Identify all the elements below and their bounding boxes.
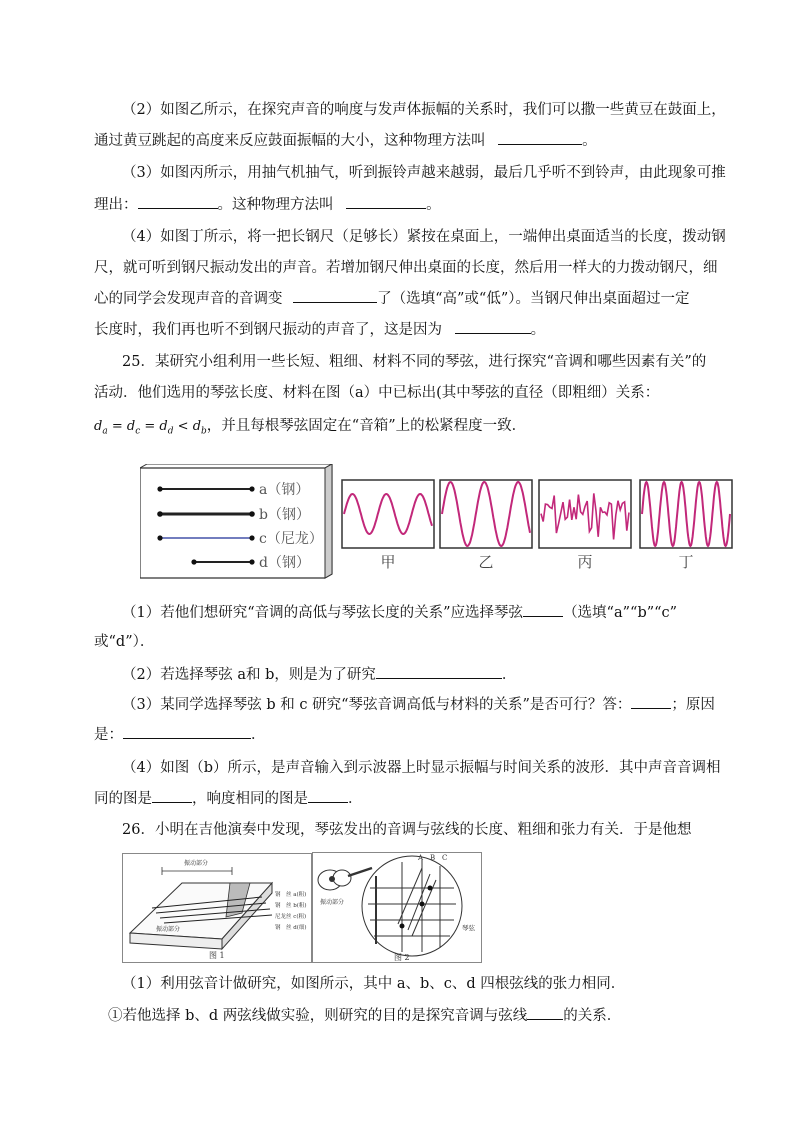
q24-part4-reason-text: 长度时，我们再也听不到钢尺振动的声音了，这是因为 bbox=[94, 322, 442, 338]
figure-2-caption: 图 2 bbox=[394, 953, 410, 962]
period: 。 bbox=[426, 197, 441, 213]
q24-part3-prefix: 理出： bbox=[94, 197, 138, 213]
string-d-label: d（钢） bbox=[259, 555, 310, 571]
answer-blank-inference[interactable] bbox=[138, 194, 218, 209]
fig1-string-d: 钢 丝 d(细) bbox=[275, 925, 307, 931]
q24-part2-text: 通过黄豆跳起的高度来反应鼓面振幅的大小，这种物理方法叫 bbox=[94, 133, 486, 149]
period: 。 bbox=[582, 133, 597, 149]
fig1-string-c: 尼龙丝 c(粗) bbox=[275, 914, 307, 920]
diameter-formula: $d_a = d_c = d_d < d_b$ bbox=[94, 419, 207, 437]
q24-part4-prefix: 心的同学会发现声音的音调变 bbox=[94, 291, 283, 307]
fig2-vib-label: 振动部分 bbox=[320, 899, 345, 906]
q25-line1: 25．某研究小组利用一些长短、粗细、材料不同的琴弦，进行探究“音调和哪些因素有关”的 bbox=[122, 354, 707, 370]
figure-b-waveforms bbox=[342, 480, 732, 571]
fig2-point-a: A bbox=[418, 854, 424, 862]
dot: ． bbox=[348, 791, 363, 807]
q25-sub4-loud-text: ，响度相同的图是 bbox=[192, 791, 308, 807]
answer-blank-same-pitch[interactable] bbox=[152, 788, 192, 803]
figure-a-b bbox=[140, 464, 740, 582]
q24-part3-line2 bbox=[94, 194, 441, 215]
q25-line2: 活动．他们选用的琴弦长度、材料在图（a）中已标出(其中琴弦的直径（即粗细）关系： bbox=[94, 385, 660, 401]
answer-blank-feasible[interactable] bbox=[631, 694, 671, 709]
q25-sub3-suffix: ；原因 bbox=[671, 697, 715, 713]
figure-1 bbox=[122, 853, 312, 963]
answer-blank-string-choice[interactable] bbox=[523, 602, 563, 617]
answer-blank-reason[interactable] bbox=[455, 319, 531, 334]
q25-sub3-line2 bbox=[94, 724, 266, 745]
q24-part3-mid: 。这种物理方法叫 bbox=[217, 197, 334, 213]
q25-sub3-line1 bbox=[122, 694, 715, 715]
q25-sub4-line2 bbox=[94, 788, 363, 809]
q25-sub1-text: （1）若他们想研究“音调的高低与琴弦长度的关系”应选择琴弦 bbox=[122, 605, 524, 621]
panel-bing-label: 丙 bbox=[577, 553, 593, 571]
fig2-point-c: C bbox=[442, 854, 448, 862]
q24-part4-suffix: 了（选填“高”或“低”）。当钢尺伸出桌面超过一定 bbox=[377, 291, 690, 307]
fig2-string-label: 琴弦 bbox=[462, 924, 475, 932]
q26-sub1-1-suffix: 的关系． bbox=[563, 1008, 622, 1024]
figure-a-box bbox=[140, 464, 332, 578]
q25-sub2-text: （2）若选择琴弦 a和 b，则是为了研究 bbox=[122, 667, 376, 683]
q26-sub1: （1）利用弦音计做研究，如图所示，其中 a、b、c、d 四根弦线的张力相同． bbox=[122, 976, 626, 992]
figure-2 bbox=[312, 848, 482, 964]
fig1-vib-bottom-label: 振动部分 bbox=[156, 926, 181, 933]
answer-blank-method-2[interactable] bbox=[346, 194, 426, 209]
panel-jia-label: 甲 bbox=[380, 553, 396, 571]
answer-blank-cause[interactable] bbox=[123, 724, 251, 739]
answer-blank-physics-method[interactable] bbox=[498, 130, 582, 145]
q26-sub1-1-text: ①若他选择 b、d 两弦线做实验，则研究的目的是探究音调与弦线 bbox=[108, 1008, 528, 1024]
dot: ． bbox=[501, 667, 517, 683]
panel-yi-label: 乙 bbox=[478, 553, 494, 571]
q24-part3-line1: （3）如图丙所示，用抽气机抽气，听到振铃声越来越弱，最后几乎听不到铃声，由此现象可推 bbox=[122, 165, 726, 181]
string-c-label: c（尼龙） bbox=[259, 531, 323, 547]
fig2-point-b: B bbox=[430, 854, 436, 862]
answer-blank-study-aim[interactable] bbox=[376, 664, 502, 679]
panel-bing-frame bbox=[539, 480, 631, 548]
figure-2-frame bbox=[313, 853, 482, 963]
fig1-vib-top-label: 振动部分 bbox=[184, 860, 209, 867]
panel-jia-frame bbox=[342, 480, 434, 548]
panel-ding-label: 丁 bbox=[678, 553, 694, 571]
q25-line3-text: ，并且每根琴弦固定在“音箱”上的松紧程度一致． bbox=[206, 418, 527, 434]
dot: ． bbox=[251, 727, 266, 743]
q25-sub3-text: （3）某同学选择琴弦 b 和 c 研究“琴弦音调高低与材料的关系”是否可行？答： bbox=[122, 697, 632, 713]
q26-sub1-1 bbox=[108, 1005, 621, 1026]
q24-part4-line2: 尺，就可听到钢尺振动发出的声音。若增加钢尺伸出桌面的长度，然后用一样大的力拨动钢尺，细 bbox=[94, 260, 718, 276]
figure-1-caption: 图 1 bbox=[209, 951, 225, 960]
q24-part4-line4 bbox=[94, 319, 545, 340]
q24-part4-line1: （4）如图丁所示，将一把长钢尺（足够长）紧按在桌面上，一端伸出桌面适当的长度，拨动钢 bbox=[122, 229, 726, 245]
q24-part2-line2 bbox=[94, 130, 597, 151]
answer-blank-pitch[interactable] bbox=[293, 288, 377, 303]
q25-sub3-reason: 是： bbox=[94, 727, 123, 743]
q25-sub4-pitch-text: 同的图是 bbox=[94, 791, 152, 807]
q24-part2-line1: （2）如图乙所示，在探究声音的响度与发声体振幅的关系时，我们可以撒一些黄豆在鼓面上， bbox=[122, 102, 726, 118]
string-a-label: a（钢） bbox=[259, 482, 310, 498]
string-b-label: b（钢） bbox=[259, 507, 310, 523]
answer-blank-string-property[interactable] bbox=[527, 1005, 563, 1020]
q25-sub1-suffix: （选填“a”“b”“c” bbox=[563, 605, 678, 621]
q25-sub1-line2: 或“d”）． bbox=[94, 634, 155, 650]
period: 。 bbox=[530, 322, 546, 338]
q26-line1: 26．小明在吉他演奏中发现，琴弦发出的音调与弦线的长度、粗细和张力有关．于是他想 bbox=[122, 822, 692, 838]
fig1-string-a: 钢 丝 a(粗) bbox=[275, 892, 307, 898]
answer-blank-same-loudness[interactable] bbox=[308, 788, 348, 803]
q25-line3 bbox=[94, 416, 526, 442]
q24-part4-line3 bbox=[94, 288, 690, 309]
q25-sub2 bbox=[122, 664, 516, 685]
fig1-string-b: 钢 丝 b(粗) bbox=[275, 903, 307, 909]
q25-sub1-line1 bbox=[122, 602, 677, 623]
q25-sub4-line1: （4）如图（b）所示，是声音输入到示波器上时显示振幅与时间关系的波形．其中声音音调相 bbox=[122, 760, 721, 776]
